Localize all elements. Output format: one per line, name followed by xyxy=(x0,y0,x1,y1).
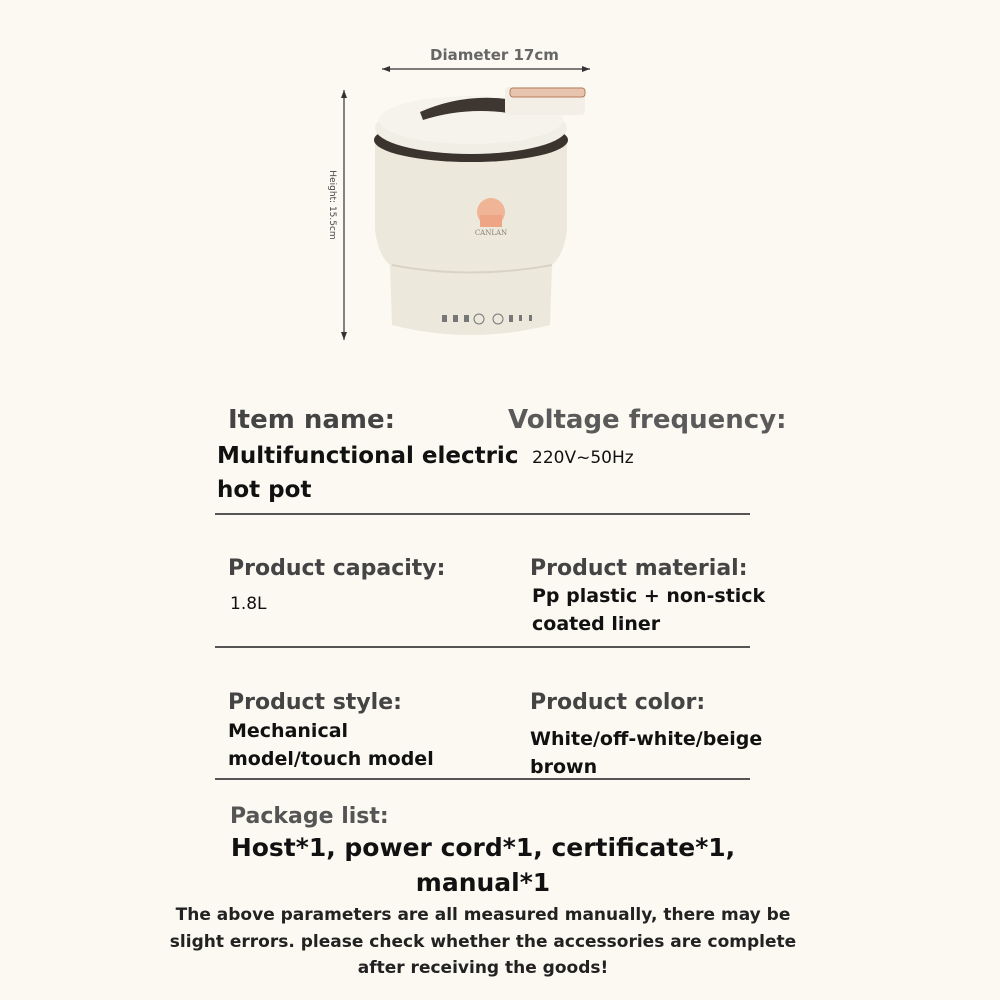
spec-value: Pp plastic + non-stick xyxy=(532,585,766,607)
note-line: slight errors. please check whether the accessories are complete xyxy=(169,932,797,952)
package-line: Host*1, power cord*1, certificate*1, xyxy=(230,833,736,862)
divider xyxy=(215,513,750,515)
spec-value: 1.8L xyxy=(230,594,267,614)
svg-text:CANLAN: CANLAN xyxy=(474,229,508,237)
spec-label: Product color: xyxy=(530,690,706,715)
spec-value: coated liner xyxy=(532,613,661,635)
package-label: Package list: xyxy=(230,804,389,829)
note-line: after receiving the goods! xyxy=(357,958,609,978)
spec-value: 220V~50Hz xyxy=(532,448,634,468)
product-image xyxy=(320,40,620,350)
spec-label: Product material: xyxy=(530,556,748,581)
spec-value: brown xyxy=(530,756,598,778)
spec-value: Mechanical xyxy=(228,720,349,742)
hot-pot-illustration xyxy=(320,40,620,350)
spec-label: Item name: xyxy=(228,405,396,435)
divider xyxy=(215,646,750,648)
diameter-label: Diameter 17cm xyxy=(430,46,559,64)
divider xyxy=(215,778,750,780)
spec-value: Multifunctional electric xyxy=(217,443,519,469)
package-line: manual*1 xyxy=(415,868,551,897)
spec-value: White/off-white/beige xyxy=(530,728,763,750)
note-line: The above parameters are all measured manually, there may be xyxy=(175,905,791,925)
height-label: Height: 15.5cm xyxy=(327,170,337,240)
spec-label: Product capacity: xyxy=(228,556,446,581)
spec-value: hot pot xyxy=(217,477,312,503)
spec-label: Product style: xyxy=(228,690,402,715)
spec-label: Voltage frequency: xyxy=(508,405,787,435)
spec-value: model/touch model xyxy=(228,748,434,770)
